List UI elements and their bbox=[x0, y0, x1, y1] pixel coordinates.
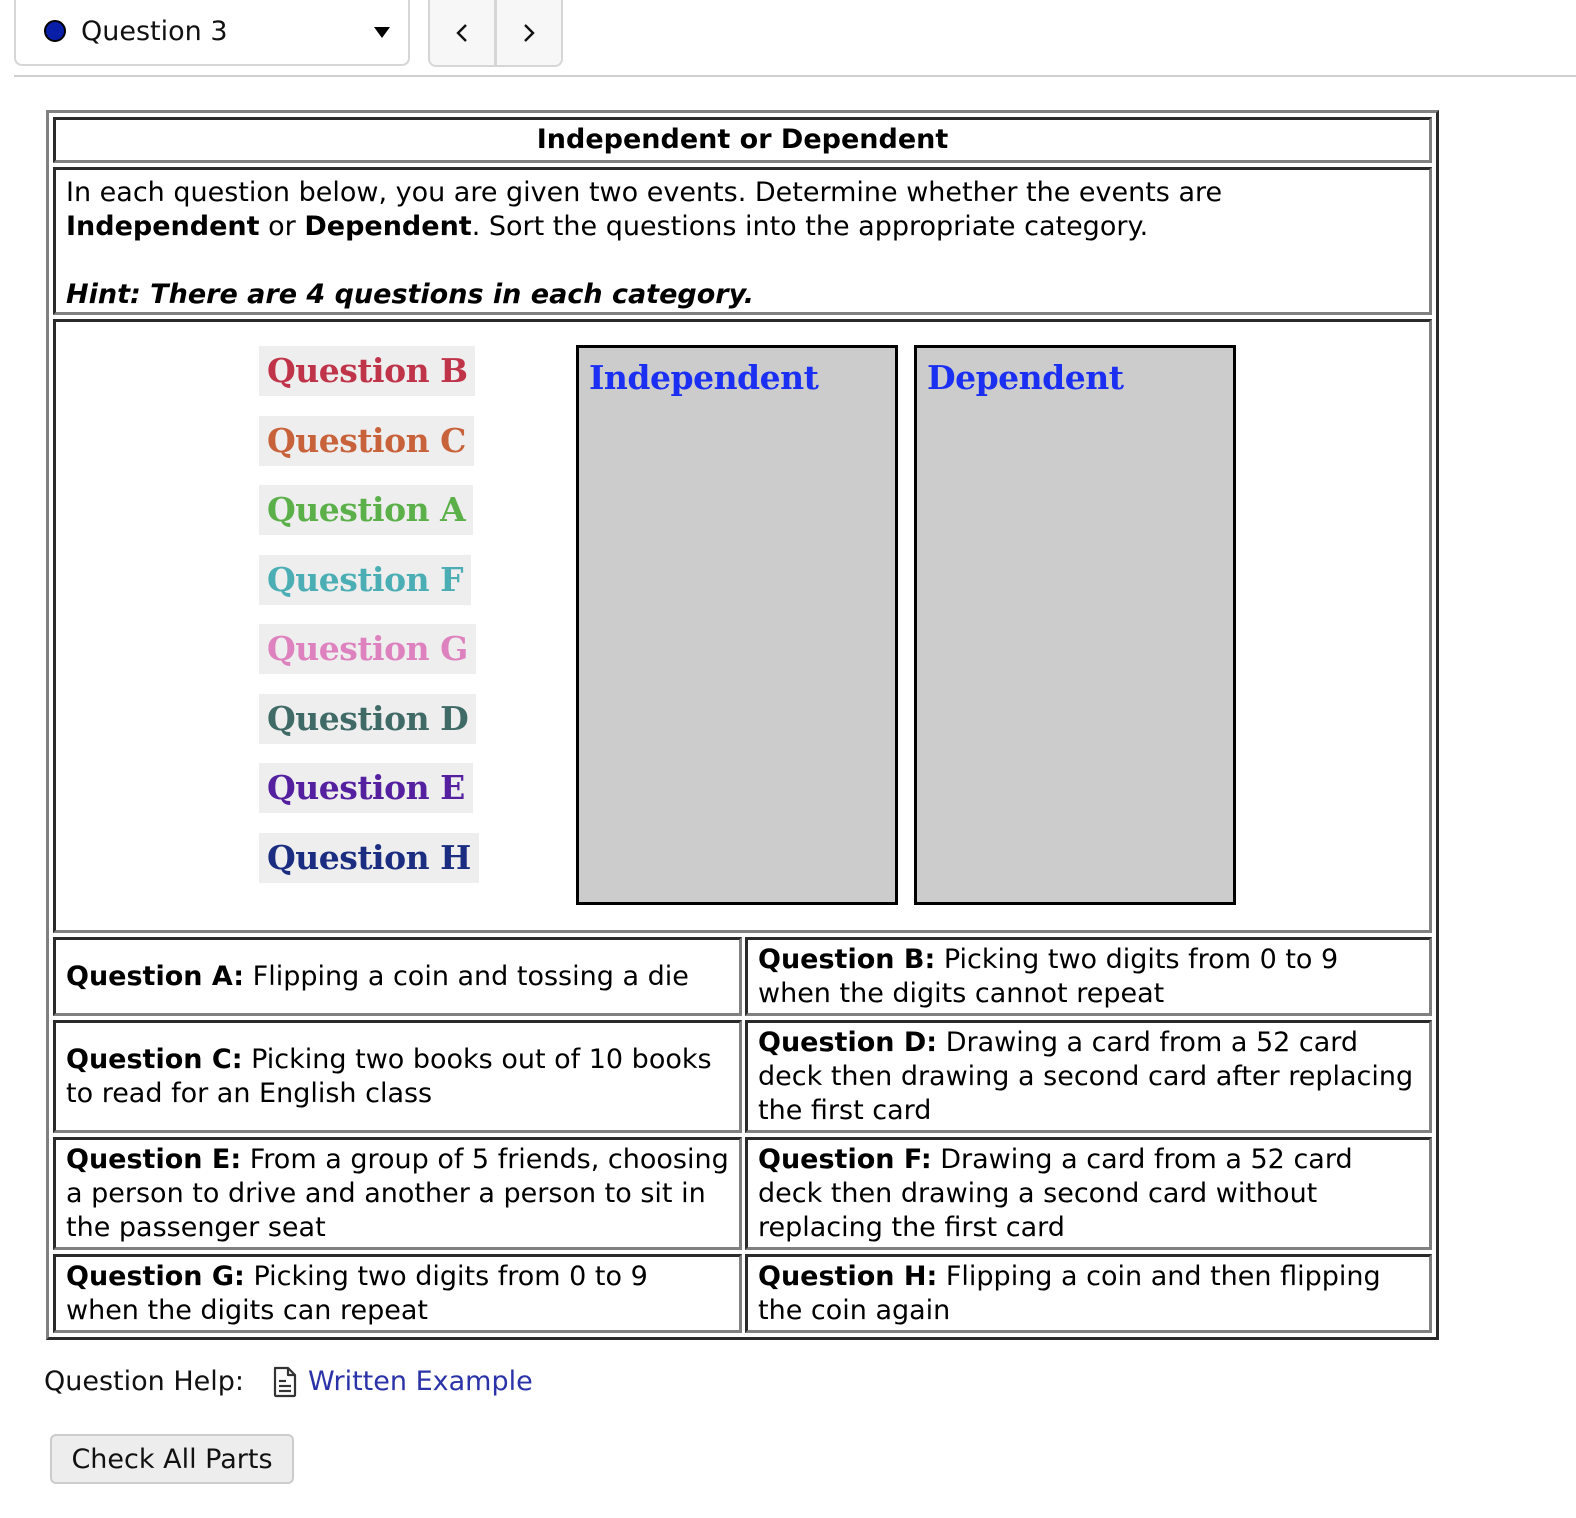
question-text: Picking two digits from 0 to 9 when the digits cannot repeat bbox=[758, 943, 1339, 1009]
written-example-label: Written Example bbox=[308, 1366, 533, 1397]
question-label: Question D: bbox=[758, 1026, 938, 1058]
question-text: Drawing a card from a 52 card deck then drawing a second card without replacing the first card bbox=[758, 1143, 1353, 1243]
caret-down-icon bbox=[374, 27, 390, 38]
question-text: Flipping a coin and tossing a die bbox=[244, 960, 689, 992]
drop-zone-independent[interactable] bbox=[576, 345, 898, 905]
draggable-question-d[interactable]: Question D bbox=[259, 694, 476, 744]
status-dot-icon bbox=[44, 20, 66, 42]
draggable-question-e[interactable]: Question E bbox=[259, 763, 473, 813]
instructions-part: . Sort the questions into the appropriate category. bbox=[471, 211, 1149, 242]
instructions-part: or bbox=[259, 211, 305, 242]
problem-title: Independent or Dependent bbox=[536, 124, 949, 155]
question-label: Question C: bbox=[66, 1043, 243, 1075]
question-label: Question F: bbox=[758, 1143, 932, 1175]
instructions-part: In each question below, you are given two events. Determine whether the events are bbox=[66, 177, 1223, 208]
instructions-text bbox=[66, 176, 1419, 244]
written-example-link[interactable] bbox=[272, 1364, 533, 1400]
instructions-bold-independent: Independent bbox=[66, 211, 260, 242]
draggable-question-b[interactable]: Question B bbox=[259, 346, 475, 396]
question-help-label: Question Help: bbox=[44, 1366, 244, 1397]
draggable-question-f[interactable]: Question F bbox=[259, 555, 471, 605]
question-text: Picking two digits from 0 to 9 when the digits can repeat bbox=[66, 1260, 648, 1326]
divider bbox=[14, 75, 1576, 77]
question-a-description bbox=[53, 937, 742, 1016]
question-text: Picking two books out of 10 books to read for an English class bbox=[66, 1043, 712, 1109]
question-label: Question A: bbox=[66, 960, 245, 992]
drop-zone-dependent[interactable] bbox=[914, 345, 1236, 905]
sorting-area bbox=[53, 319, 1432, 933]
question-h-description bbox=[745, 1254, 1432, 1333]
instructions-cell bbox=[53, 167, 1432, 315]
draggable-question-h[interactable]: Question H bbox=[259, 833, 479, 883]
question-label: Question G: bbox=[66, 1260, 245, 1292]
chevron-left-icon bbox=[454, 22, 470, 44]
document-icon bbox=[272, 1366, 298, 1398]
question-e-description bbox=[53, 1137, 742, 1250]
question-help bbox=[44, 1364, 533, 1400]
problem-frame bbox=[46, 110, 1439, 1340]
check-all-parts-button[interactable]: Check All Parts bbox=[50, 1434, 294, 1484]
question-c-description bbox=[53, 1020, 742, 1133]
drop-zone-title: Independent bbox=[589, 358, 819, 397]
draggable-question-c[interactable]: Question C bbox=[259, 416, 474, 466]
question-label: Question B: bbox=[758, 943, 936, 975]
chevron-right-icon bbox=[521, 22, 537, 44]
question-d-description bbox=[745, 1020, 1432, 1133]
hint-text: Hint: There are 4 questions in each category. bbox=[66, 279, 754, 310]
question-g-description bbox=[53, 1254, 742, 1333]
question-label: Question H: bbox=[758, 1260, 938, 1292]
question-selector-dropdown[interactable] bbox=[14, 0, 410, 66]
question-text: Drawing a card from a 52 card deck then drawing a second card after replacing the first card bbox=[758, 1026, 1414, 1126]
next-question-button[interactable] bbox=[494, 0, 561, 65]
previous-question-button[interactable] bbox=[430, 0, 494, 65]
question-selector-label: Question 3 bbox=[81, 16, 228, 47]
question-text: From a group of 5 friends, choosing a person to drive and another a person to sit in the passenger seat bbox=[66, 1143, 729, 1243]
drop-zone-title: Dependent bbox=[927, 358, 1124, 397]
question-text: Flipping a coin and then flipping the coin again bbox=[758, 1260, 1381, 1326]
problem-title-cell bbox=[53, 117, 1432, 163]
draggable-question-a[interactable]: Question A bbox=[259, 485, 473, 535]
instructions-bold-dependent: Dependent bbox=[304, 211, 472, 242]
question-label: Question E: bbox=[66, 1143, 242, 1175]
question-f-description bbox=[745, 1137, 1432, 1250]
question-pager bbox=[428, 0, 563, 67]
question-b-description bbox=[745, 937, 1432, 1016]
draggable-question-g[interactable]: Question G bbox=[259, 624, 476, 674]
question-navigation bbox=[0, 0, 1576, 78]
